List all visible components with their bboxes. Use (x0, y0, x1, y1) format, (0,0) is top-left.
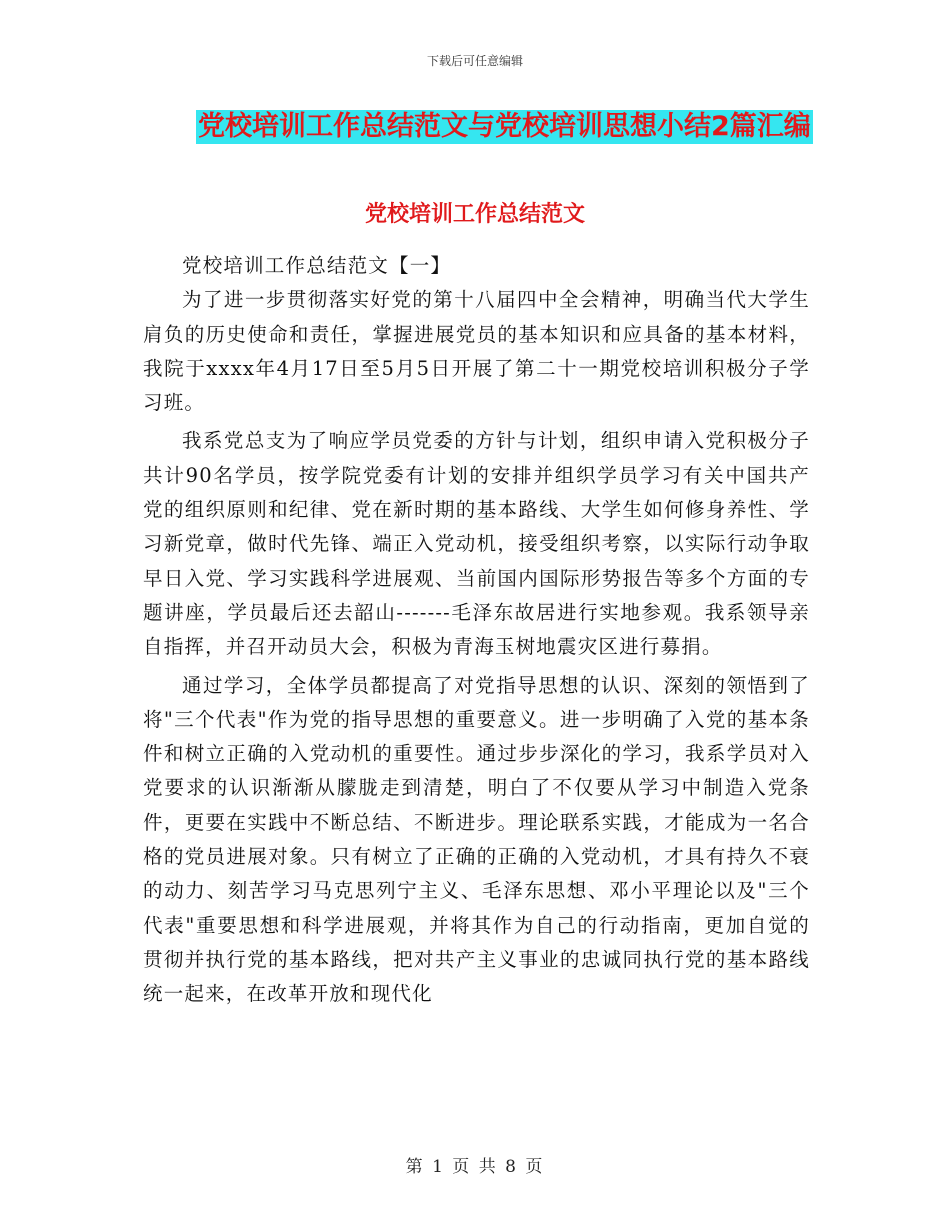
paragraph-3: 通过学习，全体学员都提高了对党指导思想的认识、深刻的领悟到了将"三个代表"作为党的指导思想的重要意义。进一步明确了入党的基本条件和树立正确的入党动机的重要性。通过步步深化的学习，我系学员对入党要求的认识渐渐从朦胧走到清楚，明白了不仅要从学习中制造入党条件，更要在实践中不断总结、不断进步。理论联系实践，才能成为一名合格的党员进展对象。只有树立了正确的正确的入党动机，才具有持久不衰的动力、刻苦学习马克思列宁主义、毛泽东思想、邓小平理论以及"三个代表"重要思想和科学进展观，并将其作为自己的行动指南，更加自觉的贯彻并执行党的基本路线，把对共产主义事业的忠诚同执行党的基本路线统一起来，在改革开放和现代化 (143, 673, 810, 1006)
document-body (143, 222, 810, 1012)
document-title: 党校培训工作总结范文与党校培训思想小结2篇汇编 (198, 111, 811, 142)
paragraph-subheading: 党校培训工作总结范文【一】 (182, 254, 452, 277)
page-header-note: 下载后可任意编辑 (426, 54, 523, 68)
page-footer-number: 第 1 页 共 8 页 (405, 1157, 545, 1177)
paragraph-2: 我系党总支为了响应学员党委的方针与计划，组织申请入党积极分子共计90名学员，按学院党委有计划的安排并组织学员学习有关中国共产党的组织原则和纪律、党在新时期的基本路线、大学生如何修身养性、学习新党章，做时代先锋、端正入党动机，接受组织考察，以实际行动争取早日入党、学习实践科学进展观、当前国内国际形势报告等多个方面的专题讲座，学员最后还去韶山-------毛泽东故居进行实地参观。我系领导亲自指挥，并召开动员大会，积极为青海玉树地震灾区进行募捐。 (143, 429, 810, 659)
section-title: 党校培训工作总结范文 (364, 202, 585, 227)
paragraph-1: 为了进一步贯彻落实好党的第十八届四中全会精神，明确当代大学生肩负的历史使命和责任，掌握进展党员的基本知识和应具备的基本材料，我院于xxxx年4月17日至5月5日开展了第二十一期党校培训积极分子学习班。 (143, 288, 810, 415)
